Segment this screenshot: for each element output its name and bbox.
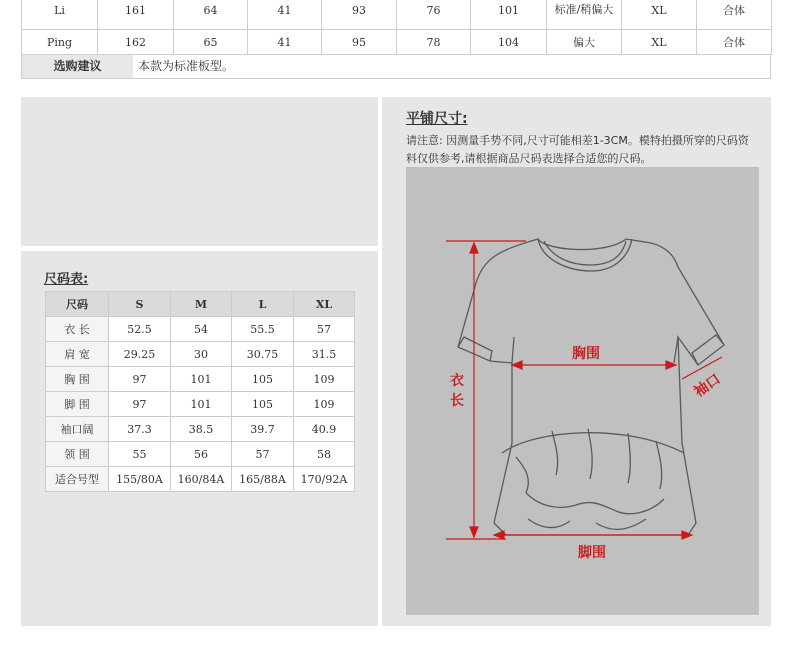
size-row-label: 袖口阔: [46, 417, 109, 442]
model-weight: 65: [174, 30, 248, 55]
size-cell: 31.5: [294, 342, 355, 367]
model-weight: 64: [174, 0, 248, 30]
tshirt-outline: [458, 239, 724, 535]
size-cell: 29.25: [109, 342, 171, 367]
size-row-label: 肩 宽: [46, 342, 109, 367]
size-header: M: [171, 292, 232, 317]
garment-diagram: [406, 167, 759, 615]
model-size: XL: [622, 0, 697, 30]
size-row-label: 领 围: [46, 442, 109, 467]
size-row: [46, 392, 355, 417]
model-name: Ping: [22, 30, 98, 55]
size-cell: 165/88A: [232, 467, 294, 492]
measure-note: 请注意: 因测量手势不同,尺寸可能相差1-3CM。模特拍摄所穿的尺码资料仅供参考,请根据商品尺码表选择合适您的尺码。: [406, 134, 749, 165]
size-cell: 55: [109, 442, 171, 467]
length-label: 衣长: [450, 373, 464, 409]
size-header: S: [109, 292, 171, 317]
size-cell: 38.5: [171, 417, 232, 442]
size-row: [46, 442, 355, 467]
size-cell: 54: [171, 317, 232, 342]
model-fit2: 合体: [697, 30, 772, 55]
size-row-label: 胸 围: [46, 367, 109, 392]
size-header-row: [46, 292, 355, 317]
size-chart-table: [45, 291, 355, 492]
model-shoe: 41: [248, 30, 322, 55]
size-cell: 30: [171, 342, 232, 367]
model-size: XL: [622, 30, 697, 55]
size-cell: 160/84A: [171, 467, 232, 492]
model-shoe: 41: [248, 0, 322, 30]
size-cell: 170/92A: [294, 467, 355, 492]
model-waist: 76: [397, 0, 471, 30]
size-cell: 109: [294, 392, 355, 417]
size-cell: 101: [171, 367, 232, 392]
advice-label: 选购建议: [22, 55, 133, 78]
size-row-label: 脚 围: [46, 392, 109, 417]
cuff-label: 袖口: [691, 371, 724, 401]
model-bust: 93: [322, 0, 397, 30]
hem-label: 脚围: [578, 545, 606, 561]
size-header: XL: [294, 292, 355, 317]
size-cell: 55.5: [232, 317, 294, 342]
size-header: L: [232, 292, 294, 317]
model-height: 162: [98, 30, 174, 55]
model-height: 161: [98, 0, 174, 30]
size-cell: 52.5: [109, 317, 171, 342]
advice-text: 本款为标准板型。: [138, 59, 235, 73]
model-fit: 偏大: [547, 30, 622, 55]
size-cell: 56: [171, 442, 232, 467]
size-row: [46, 342, 355, 367]
size-cell: 97: [109, 367, 171, 392]
size-row: [46, 467, 355, 492]
size-cell: 37.3: [109, 417, 171, 442]
size-cell: 39.7: [232, 417, 294, 442]
model-row: [22, 0, 772, 30]
size-cell: 58: [294, 442, 355, 467]
model-waist: 78: [397, 30, 471, 55]
size-cell: 57: [294, 317, 355, 342]
size-row-label: 衣 长: [46, 317, 109, 342]
model-bust: 95: [322, 30, 397, 55]
size-row-label: 适合号型: [46, 467, 109, 492]
size-cell: 105: [232, 367, 294, 392]
size-cell: 57: [232, 442, 294, 467]
size-cell: 40.9: [294, 417, 355, 442]
size-row: [46, 417, 355, 442]
purchase-advice: [21, 54, 771, 79]
size-header: 尺码: [46, 292, 109, 317]
chest-label: 胸围: [572, 346, 600, 362]
image-placeholder-panel: [21, 97, 378, 246]
size-cell: 97: [109, 392, 171, 417]
model-hip: 104: [471, 30, 547, 55]
size-cell: 155/80A: [109, 467, 171, 492]
flat-measure-title: 平铺尺寸:: [406, 111, 468, 127]
model-hip: 101: [471, 0, 547, 30]
size-cell: 105: [232, 392, 294, 417]
size-cell: 101: [171, 392, 232, 417]
size-cell: 109: [294, 367, 355, 392]
size-row: [46, 367, 355, 392]
size-cell: 30.75: [232, 342, 294, 367]
model-fit2: 合体: [697, 0, 772, 30]
model-name: Li: [22, 0, 98, 30]
model-row: [22, 30, 772, 55]
model-fit: 标准/稍偏大: [547, 0, 622, 30]
size-row: [46, 317, 355, 342]
size-chart-title: 尺码表:: [44, 272, 89, 287]
model-table: [21, 0, 772, 55]
